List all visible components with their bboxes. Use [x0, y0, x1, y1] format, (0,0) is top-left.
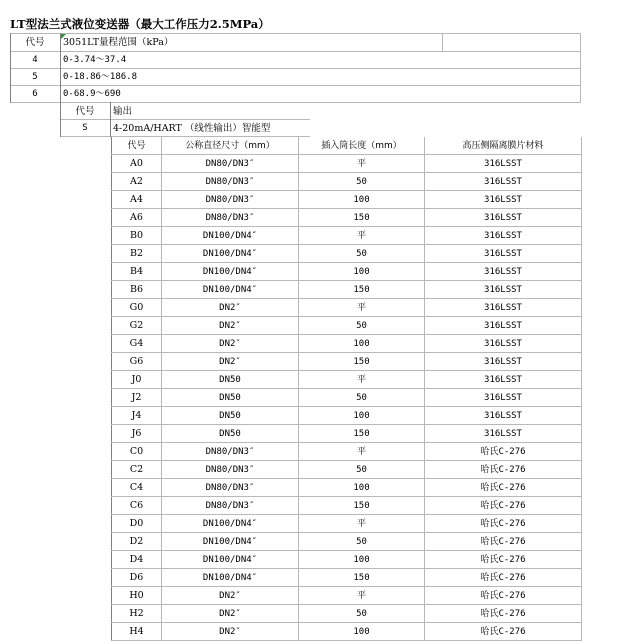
row-nominal-diameter: DN2″ [162, 317, 299, 335]
row-insert-length: 50 [299, 389, 425, 407]
row-code: A4 [112, 191, 162, 209]
row-insert-length: 100 [299, 263, 425, 281]
table-row [112, 515, 582, 533]
row-code: H2 [112, 605, 162, 623]
row-nominal-diameter: DN80/DN3″ [162, 155, 299, 173]
row-nominal-diameter: DN80/DN3″ [162, 209, 299, 227]
range-row-value: 0-18.86～186.8 [63, 72, 138, 82]
row-nominal-diameter: DN50 [162, 389, 299, 407]
row-diaphragm-material: 哈氏C-276 [425, 551, 582, 569]
row-nominal-diameter: DN2″ [162, 605, 299, 623]
row-code: D4 [112, 551, 162, 569]
row-diaphragm-material: 哈氏C-276 [425, 515, 582, 533]
row-diaphragm-material: 哈氏C-276 [425, 623, 582, 641]
range-row-code: 4 [32, 55, 38, 65]
row-nominal-diameter: DN100/DN4″ [162, 281, 299, 299]
row-diaphragm-material: 316LSST [425, 371, 582, 389]
row-diaphragm-material: 316LSST [425, 353, 582, 371]
row-insert-length: 平 [299, 299, 425, 317]
range-row-value: 0-3.74～37.4 [63, 55, 127, 65]
row-code: D2 [112, 533, 162, 551]
output-header-desc: 输出 [113, 106, 133, 117]
row-nominal-diameter: DN80/DN3″ [162, 497, 299, 515]
table-row [112, 209, 582, 227]
row-diaphragm-material: 316LSST [425, 245, 582, 263]
row-code: J6 [112, 425, 162, 443]
row-code: G4 [112, 335, 162, 353]
row-diaphragm-material: 哈氏C-276 [425, 569, 582, 587]
row-insert-length: 50 [299, 317, 425, 335]
row-insert-length: 150 [299, 281, 425, 299]
row-code: J2 [112, 389, 162, 407]
row-insert-length: 50 [299, 533, 425, 551]
row-nominal-diameter: DN100/DN4″ [162, 551, 299, 569]
row-diaphragm-material: 316LSST [425, 209, 582, 227]
output-row-code: S [82, 123, 88, 133]
row-insert-length: 平 [299, 227, 425, 245]
document-title: LT型法兰式液位变送器（最大工作压力2.5MPa） [10, 17, 270, 31]
row-insert-length: 平 [299, 371, 425, 389]
row-insert-length: 150 [299, 497, 425, 515]
row-code: C6 [112, 497, 162, 515]
row-nominal-diameter: DN50 [162, 371, 299, 389]
range-header-code: 代号 [25, 37, 45, 48]
row-diaphragm-material: 316LSST [425, 173, 582, 191]
flange-table [111, 137, 582, 641]
row-code: H0 [112, 587, 162, 605]
row-insert-length: 100 [299, 479, 425, 497]
row-diaphragm-material: 哈氏C-276 [425, 587, 582, 605]
row-code: A0 [112, 155, 162, 173]
row-diaphragm-material: 316LSST [425, 155, 582, 173]
row-code: J4 [112, 407, 162, 425]
row-code: J0 [112, 371, 162, 389]
row-diaphragm-material: 316LSST [425, 407, 582, 425]
table-row [112, 551, 582, 569]
row-nominal-diameter: DN100/DN4″ [162, 569, 299, 587]
row-nominal-diameter: DN2″ [162, 587, 299, 605]
row-insert-length: 100 [299, 551, 425, 569]
row-insert-length: 50 [299, 461, 425, 479]
row-diaphragm-material: 316LSST [425, 299, 582, 317]
row-diaphragm-material: 316LSST [425, 191, 582, 209]
row-code: D0 [112, 515, 162, 533]
row-insert-length: 50 [299, 245, 425, 263]
row-code: H4 [112, 623, 162, 641]
row-insert-length: 100 [299, 191, 425, 209]
row-diaphragm-material: 316LSST [425, 335, 582, 353]
table-row [112, 299, 582, 317]
row-diaphragm-material: 316LSST [425, 389, 582, 407]
table-row [112, 245, 582, 263]
table-row [112, 479, 582, 497]
header-code: 代号 [112, 137, 162, 155]
row-nominal-diameter: DN2″ [162, 353, 299, 371]
row-code: D6 [112, 569, 162, 587]
row-diaphragm-material: 哈氏C-276 [425, 605, 582, 623]
row-code: C0 [112, 443, 162, 461]
row-nominal-diameter: DN80/DN3″ [162, 479, 299, 497]
table-row [112, 623, 582, 641]
table-row [112, 155, 582, 173]
header-nominal-diameter: 公称直径尺寸（mm） [162, 137, 299, 155]
row-diaphragm-material: 哈氏C-276 [425, 443, 582, 461]
table-row [112, 605, 582, 623]
row-nominal-diameter: DN50 [162, 425, 299, 443]
row-code: G0 [112, 299, 162, 317]
row-insert-length: 50 [299, 173, 425, 191]
row-diaphragm-material: 哈氏C-276 [425, 479, 582, 497]
row-insert-length: 150 [299, 425, 425, 443]
header-insert-length: 插入筒长度（mm） [299, 137, 425, 155]
header-diaphragm-material: 高压侧隔离膜片材料 [425, 137, 582, 155]
table-row [112, 281, 582, 299]
output-header-code: 代号 [75, 106, 95, 117]
table-row [112, 407, 582, 425]
row-nominal-diameter: DN100/DN4″ [162, 245, 299, 263]
row-nominal-diameter: DN100/DN4″ [162, 263, 299, 281]
row-insert-length: 150 [299, 569, 425, 587]
row-nominal-diameter: DN2″ [162, 335, 299, 353]
row-code: C2 [112, 461, 162, 479]
table-row [112, 371, 582, 389]
row-code: G2 [112, 317, 162, 335]
row-insert-length: 平 [299, 515, 425, 533]
row-nominal-diameter: DN80/DN3″ [162, 191, 299, 209]
row-nominal-diameter: DN100/DN4″ [162, 515, 299, 533]
row-diaphragm-material: 316LSST [425, 227, 582, 245]
range-row-code: 5 [32, 72, 38, 82]
row-diaphragm-material: 哈氏C-276 [425, 533, 582, 551]
row-insert-length: 平 [299, 443, 425, 461]
row-code: G6 [112, 353, 162, 371]
table-row [112, 317, 582, 335]
table-row [112, 425, 582, 443]
row-insert-length: 150 [299, 209, 425, 227]
table-row [112, 443, 582, 461]
row-code: A2 [112, 173, 162, 191]
row-diaphragm-material: 316LSST [425, 263, 582, 281]
range-header-desc: 3051LT量程范围（kPa） [63, 37, 174, 48]
row-nominal-diameter: DN100/DN4″ [162, 533, 299, 551]
table-row [112, 263, 582, 281]
table-row [112, 497, 582, 515]
row-insert-length: 50 [299, 605, 425, 623]
row-nominal-diameter: DN100/DN4″ [162, 227, 299, 245]
table-row [112, 191, 582, 209]
row-nominal-diameter: DN80/DN3″ [162, 173, 299, 191]
table-row [112, 353, 582, 371]
table-row [112, 173, 582, 191]
range-row-code: 6 [32, 89, 38, 99]
table-row [112, 335, 582, 353]
row-insert-length: 100 [299, 335, 425, 353]
row-insert-length: 平 [299, 155, 425, 173]
row-diaphragm-material: 哈氏C-276 [425, 461, 582, 479]
row-code: C4 [112, 479, 162, 497]
table-row [112, 389, 582, 407]
row-diaphragm-material: 316LSST [425, 317, 582, 335]
row-insert-length: 100 [299, 407, 425, 425]
row-nominal-diameter: DN80/DN3″ [162, 461, 299, 479]
table-row [112, 587, 582, 605]
row-diaphragm-material: 316LSST [425, 425, 582, 443]
row-insert-length: 150 [299, 353, 425, 371]
row-code: B6 [112, 281, 162, 299]
row-nominal-diameter: DN50 [162, 407, 299, 425]
table-row [112, 569, 582, 587]
table-row [112, 227, 582, 245]
row-diaphragm-material: 哈氏C-276 [425, 497, 582, 515]
row-diaphragm-material: 316LSST [425, 281, 582, 299]
range-row-value: 0-68.9～690 [63, 89, 121, 99]
output-row-desc: 4-20mA/HART （线性输出）智能型 [113, 123, 271, 134]
row-nominal-diameter: DN2″ [162, 623, 299, 641]
table-row [112, 533, 582, 551]
row-code: B0 [112, 227, 162, 245]
row-code: B2 [112, 245, 162, 263]
row-code: B4 [112, 263, 162, 281]
row-insert-length: 100 [299, 623, 425, 641]
row-insert-length: 平 [299, 587, 425, 605]
table-row [112, 461, 582, 479]
row-nominal-diameter: DN80/DN3″ [162, 443, 299, 461]
flange-table-header [112, 137, 582, 155]
row-nominal-diameter: DN2″ [162, 299, 299, 317]
row-code: A6 [112, 209, 162, 227]
